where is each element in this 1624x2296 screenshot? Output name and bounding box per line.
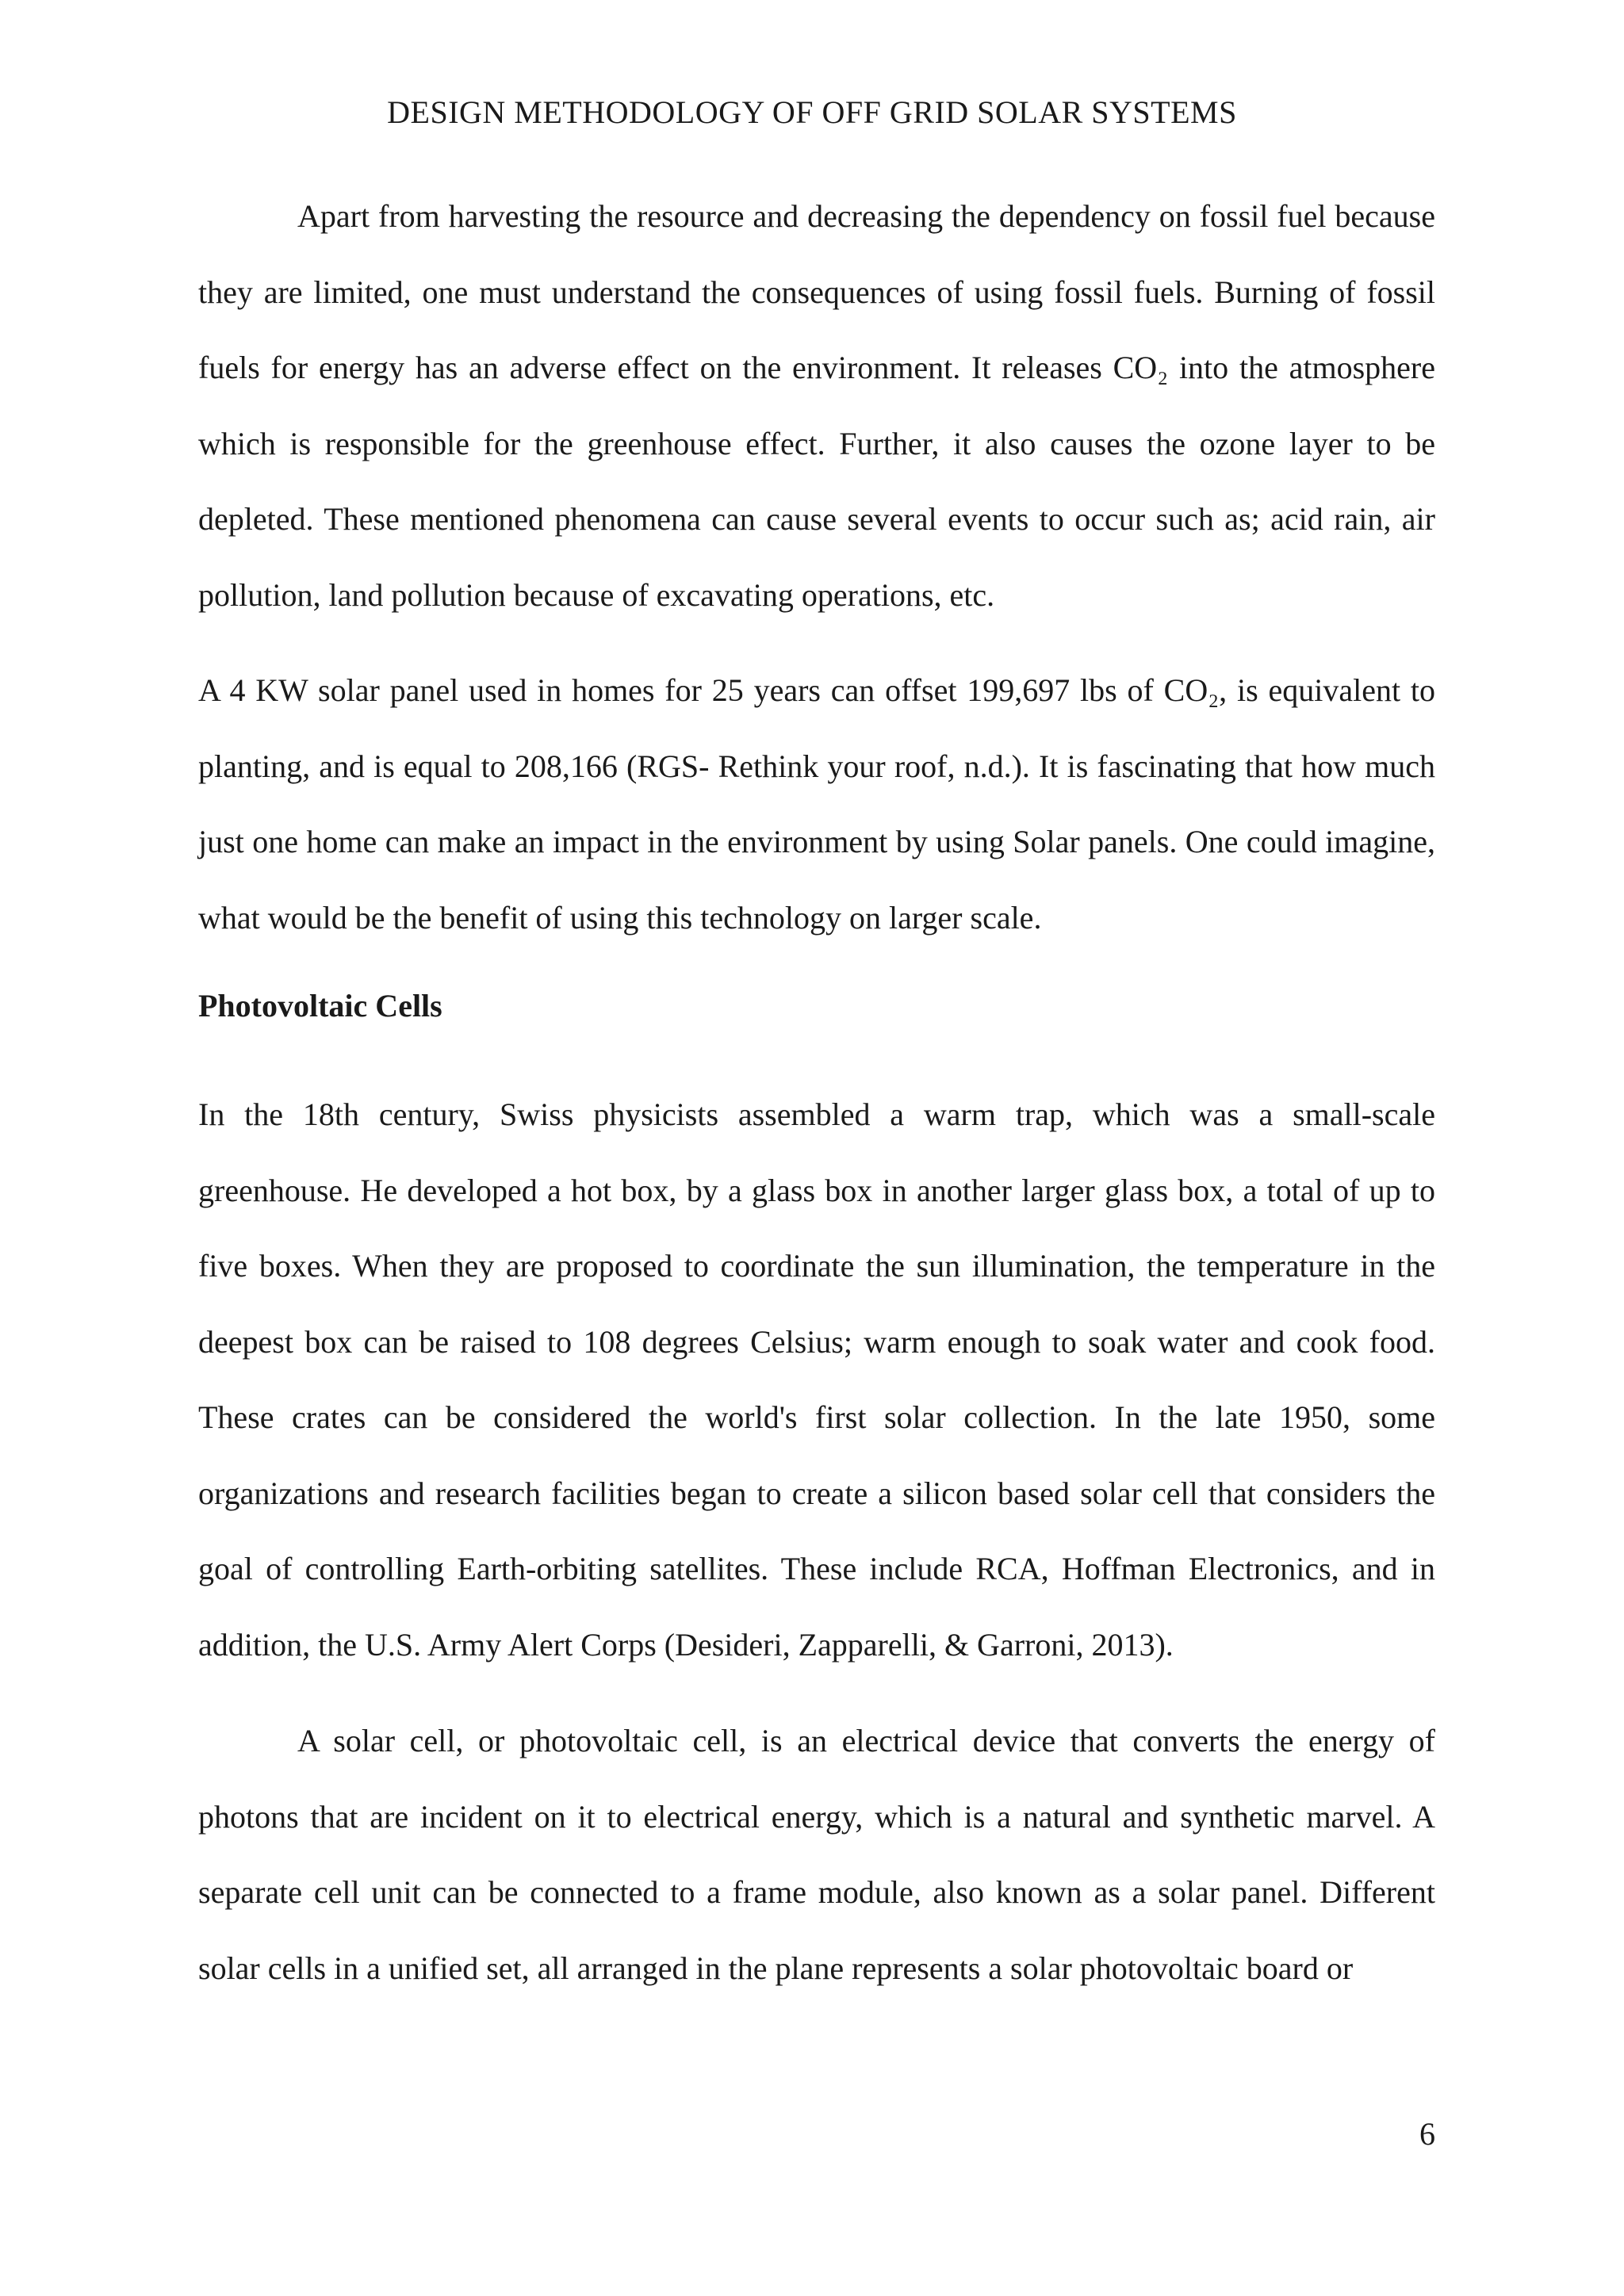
section-paragraph-1-container — [198, 1077, 1435, 1682]
page-number: 6 — [1419, 2116, 1435, 2152]
running-head: DESIGN METHODOLOGY OF OFF GRID SOLAR SYSTEMS — [387, 94, 1237, 130]
section-paragraph-2-container — [198, 1703, 1435, 2006]
body-paragraph: A 4 KW solar panel used in homes for 25 years can offset 199,697 lbs of CO₂, is equivalent to planting, and is equal to 208,166 (RGS- Rethink your roof, n.d.). It is fascinating that how much just one home can make an impact in the environment by using Solar panels. One could imagine, what would be the benefit of using this technology on larger scale. — [198, 672, 1435, 936]
section-paragraph: A solar cell, or photovoltaic cell, is an electrical device that converts the energy of photons that are incident on it to electrical energy, which is a natural and synthetic marvel. A separate cell unit can be connected to a frame module, also known as a solar panel. Different solar cells in a unified set, all arranged in the plane represents a solar photovoltaic board or — [198, 1723, 1435, 1986]
body-paragraph: Apart from harvesting the resource and decreasing the dependency on fossil fuel because they are limited, one must understand the consequences of using fossil fuels. Burning of fossil fuels for energy has an adverse effect on the environment. It releases CO₂ into the atmosphere which is responsible for the greenhouse effect. Further, it also causes the ozone layer to be depleted. These mentioned phenomena can cause several events to occur such as; acid rain, air pollution, land pollution because of excavating operations, etc. — [198, 198, 1435, 613]
body-paragraph-2-container — [198, 652, 1435, 955]
section-paragraph: In the 18th century, Swiss physicists assembled a warm trap, which was a small-scale greenhouse. He developed a hot box, by a glass box in another larger glass box, a total of up to five boxes. When they are proposed to coordinate the sun illumination, the temperature in the deepest box can be raised to 108 degrees Celsius; warm enough to soak water and cook food. These crates can be considered the world's first solar collection. In the late 1950, some organizations and research facilities began to create a silicon based solar cell that considers the goal of controlling Earth-orbiting satellites. These include RCA, Hoffman Electronics, and in addition, the U.S. Army Alert Corps (Desideri, Zapparelli, & Garroni, 2013). — [198, 1096, 1435, 1663]
section-heading: Photovoltaic Cells — [198, 988, 442, 1024]
body-paragraph-1-container — [198, 178, 1435, 633]
